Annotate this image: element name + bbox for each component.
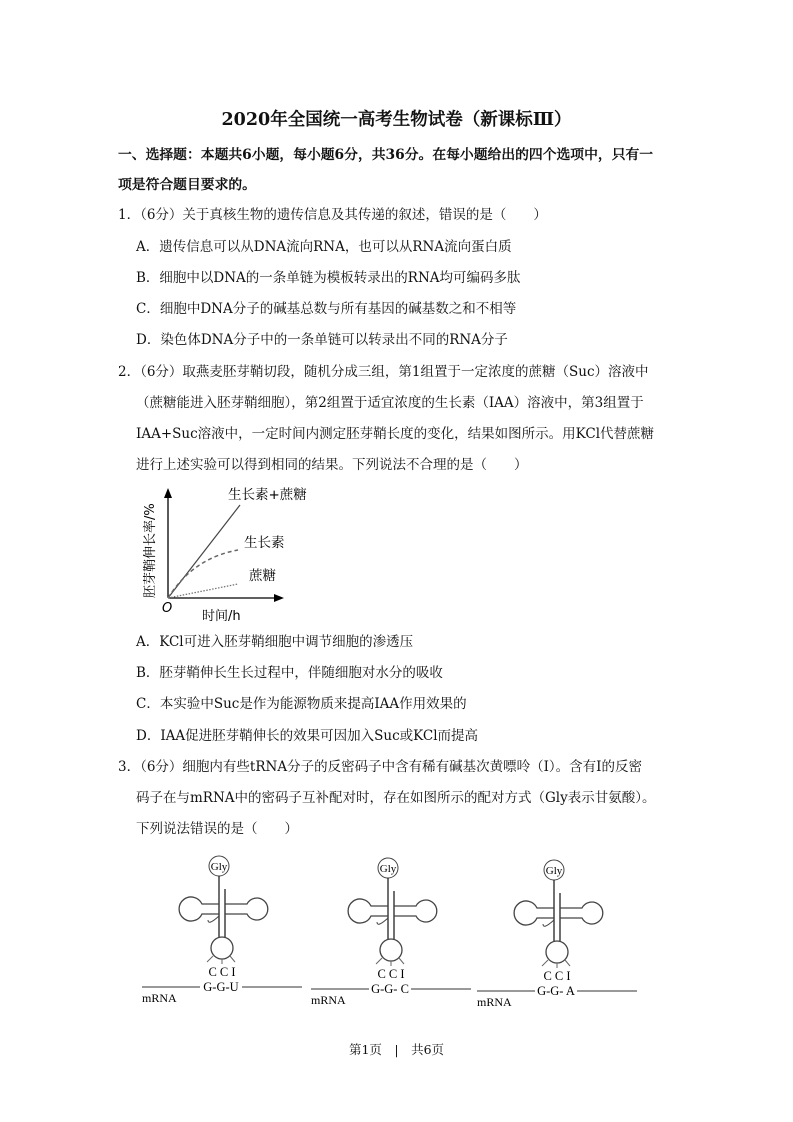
mrna-label: mRNA bbox=[311, 993, 346, 1007]
d-loop bbox=[348, 899, 388, 923]
anticodon-label: C C I bbox=[377, 967, 405, 981]
variable-loop bbox=[208, 916, 219, 922]
y-axis-label: 胚芽鞘伸长率/% bbox=[143, 503, 158, 598]
q1-option-a: A．遗传信息可以从DNA流向RNA，也可以从RNA流向蛋白质 bbox=[136, 239, 512, 255]
mrna-label: mRNA bbox=[142, 991, 177, 1005]
q2-option-c: C．本实验中Suc是作为能源物质来提高IAA作用效果的 bbox=[136, 696, 467, 712]
q2-stem: 进行上述实验可以得到相同的结果。下列说法不合理的是（ ） bbox=[136, 457, 528, 473]
series-label-iaa: 生长素 bbox=[244, 535, 285, 551]
t-loop bbox=[560, 902, 603, 924]
variable-loop bbox=[377, 918, 388, 924]
page-title: 2020年全国统一高考生物试卷（新课标Ⅲ） bbox=[221, 110, 572, 130]
codon-label: G-G-U bbox=[203, 980, 239, 994]
anticodon-loop bbox=[546, 941, 568, 963]
series-label-iaa-suc: 生长素+蔗糖 bbox=[228, 487, 307, 503]
t-loop bbox=[394, 900, 437, 922]
anticodon-label: C C I bbox=[208, 965, 236, 979]
q1-option-c: C．细胞中DNA分子的碱基总数与所有基因的碱基数之和不相等 bbox=[136, 301, 517, 317]
trna-figure bbox=[311, 854, 481, 1014]
amino-acid-label: Gly bbox=[210, 861, 228, 873]
trna-figure bbox=[142, 852, 312, 1012]
anticodon-label: C C I bbox=[543, 969, 571, 983]
origin-label: O bbox=[162, 601, 173, 616]
amino-acid-label: Gly bbox=[545, 865, 563, 877]
mrna-label: mRNA bbox=[477, 995, 512, 1009]
q2-option-d: D．IAA促进胚芽鞘伸长的效果可因加入Suc或KCl而提高 bbox=[136, 728, 479, 744]
variable-loop bbox=[543, 920, 554, 926]
t-loop bbox=[225, 898, 268, 920]
amino-acid-label: Gly bbox=[379, 863, 397, 875]
q3-stem: 3．（6分）细胞内有些tRNA分子的反密码子中含有稀有碱基次黄嘌呤（I）。含有I的反密 bbox=[118, 759, 642, 775]
page-footer: 第1页 | 共6页 bbox=[348, 1042, 445, 1057]
d-loop bbox=[179, 897, 219, 921]
series-suc bbox=[168, 584, 238, 598]
y-axis-arrow bbox=[164, 488, 172, 498]
series-iaa bbox=[168, 550, 238, 598]
anticodon-loop bbox=[380, 939, 402, 961]
q2-chart bbox=[138, 480, 307, 624]
q2-stem: IAA+Suc溶液中，一定时间内测定胚芽鞘长度的变化，结果如图所示。用KCl代替蔗糖 bbox=[136, 426, 655, 442]
section-header-cont: 项是符合题目要求的。 bbox=[118, 177, 256, 193]
q2-stem: （蔗糖能进入胚芽鞘细胞），第2组置于适宜浓度的生长素（IAA）溶液中，第3组置于 bbox=[136, 395, 644, 411]
q3-stem: 下列说法错误的是（ ） bbox=[136, 821, 298, 837]
q2-option-a: A．KCl可进入胚芽鞘细胞中调节细胞的渗透压 bbox=[136, 634, 414, 650]
q2-option-b: B．胚芽鞘伸长生长过程中，伴随细胞对水分的吸收 bbox=[136, 665, 443, 681]
x-axis-arrow bbox=[274, 594, 284, 602]
codon-label: G-G- A bbox=[537, 984, 575, 998]
q2-stem: 2．（6分）取燕麦胚芽鞘切段，随机分成三组，第1组置于一定浓度的蔗糖（Suc）溶液中 bbox=[118, 364, 649, 380]
q3-stem: 码子在与mRNA中的密码子互补配对时，存在如图所示的配对方式（Gly表示甘氨酸）。 bbox=[136, 790, 656, 806]
trna-figure bbox=[477, 856, 647, 1016]
q1-option-d: D．染色体DNA分子中的一条单链可以转录出不同的RNA分子 bbox=[136, 332, 508, 348]
q1-stem: 1．（6分）关于真核生物的遗传信息及其传递的叙述，错误的是（ ） bbox=[118, 207, 547, 223]
x-axis-label: 时间/h bbox=[202, 609, 241, 624]
q1-option-b: B．细胞中以DNA的一条单链为模板转录出的RNA均可编码多肽 bbox=[136, 270, 521, 286]
anticodon-loop bbox=[211, 937, 233, 959]
d-loop bbox=[514, 901, 554, 925]
section-header: 一、选择题：本题共6小题，每小题6分，共36分。在每小题给出的四个选项中，只有一 bbox=[118, 147, 654, 163]
series-label-suc: 蔗糖 bbox=[249, 568, 276, 584]
codon-label: G-G- C bbox=[371, 982, 409, 996]
